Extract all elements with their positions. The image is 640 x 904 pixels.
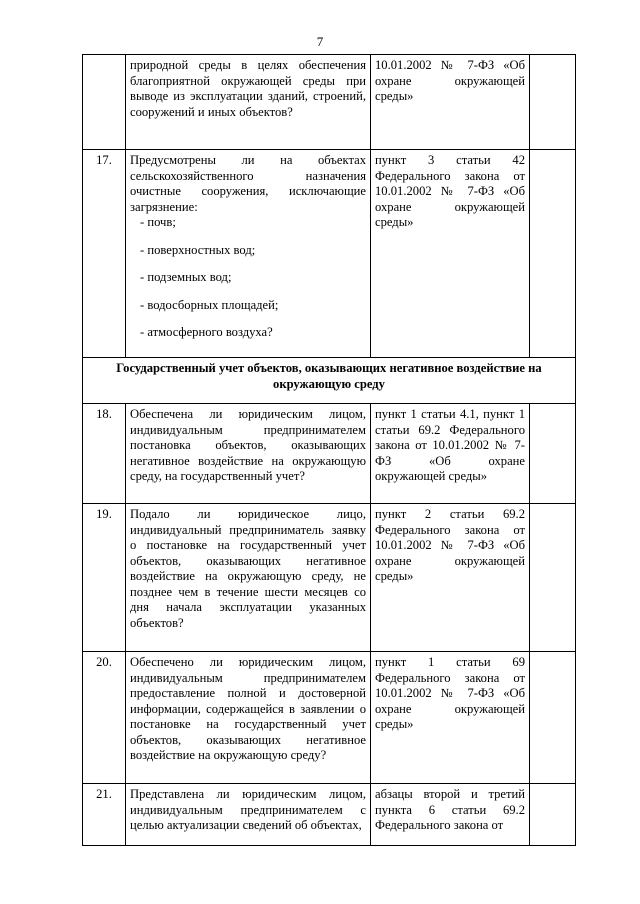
- table-row: [83, 504, 576, 652]
- row-number: [83, 55, 126, 150]
- row-number: 21.: [83, 784, 126, 846]
- answer-cell: [530, 55, 576, 150]
- question-text: Предусмотрены ли на объектах сельскохозяйственного назначения очистные сооружения, исключающие загрязнение:: [130, 153, 366, 214]
- subitem-list: [140, 215, 366, 341]
- question-cell: Подало ли юридическое лицо, индивидуальный предприниматель заявку о постановке на государственный учет объектов, оказывающих негативное воздействие на окружающую среду, не позднее чем в течение шести месяцев со дня начала эксплуатации указанных объектов?: [126, 504, 371, 652]
- row-number: 17.: [83, 150, 126, 358]
- table-row: [83, 55, 576, 150]
- list-item: - подземных вод;: [140, 270, 232, 284]
- answer-cell: [530, 652, 576, 784]
- legal-reference-cell: пункт 3 статьи 42 Федерального закона от 10.01.2002 № 7-ФЗ «Об охране окружающей среды»: [371, 150, 530, 358]
- answer-cell: [530, 150, 576, 358]
- question-cell: [126, 150, 371, 358]
- legal-reference-cell: пункт 2 статьи 69.2 Федерального закона от 10.01.2002 № 7-ФЗ «Об охране окружающей среды»: [371, 504, 530, 652]
- row-number: 19.: [83, 504, 126, 652]
- answer-cell: [530, 404, 576, 504]
- question-cell: Обеспечено ли юридическим лицом, индивидуальным предпринимателем предоставление полной и достоверной информации, содержащейся в заявлении о постановке на государственный учет объектов, оказывающих негативное воздействие на окружающую среду?: [126, 652, 371, 784]
- row-number: 20.: [83, 652, 126, 784]
- list-item: - почв;: [140, 215, 176, 229]
- section-row: [83, 358, 576, 404]
- question-cell: Обеспечена ли юридическим лицом, индивидуальным предпринимателем постановка объектов, оказывающих негативное воздействие на окружающую среду, на государственный учет?: [126, 404, 371, 504]
- answer-cell: [530, 784, 576, 846]
- list-item: - атмосферного воздуха?: [140, 325, 273, 339]
- answer-cell: [530, 504, 576, 652]
- page-number: 7: [316, 34, 324, 49]
- table-row: [83, 784, 576, 846]
- legal-reference-cell: абзацы второй и третий пункта 6 статьи 69.2 Федерального закона от: [371, 784, 530, 846]
- table-row: [83, 404, 576, 504]
- question-cell: природной среды в целях обеспечения благоприятной окружающей среды при выводе из эксплуатации зданий, строений, сооружений и иных объектов?: [126, 55, 371, 150]
- table-row: [83, 150, 576, 358]
- question-cell: Представлена ли юридическим лицом, индивидуальным предпринимателем с целью актуализации сведений об объектах,: [126, 784, 371, 846]
- checklist-table: [82, 54, 576, 846]
- table-row: [83, 652, 576, 784]
- legal-reference-cell: 10.01.2002 № 7-ФЗ «Об охране окружающей среды»: [371, 55, 530, 150]
- list-item: - водосборных площадей;: [140, 297, 279, 312]
- legal-reference-cell: пункт 1 статьи 69 Федерального закона от 10.01.2002 № 7-ФЗ «Об охране окружающей среды»: [371, 652, 530, 784]
- row-number: 18.: [83, 404, 126, 504]
- section-heading: Государственный учет объектов, оказывающих негативное воздействие на окружающую среду: [83, 358, 576, 404]
- legal-reference-cell: пункт 1 статьи 4.1, пункт 1 статьи 69.2 Федерального закона от 10.01.2002 № 7-ФЗ «Об охране окружающей среды»: [371, 404, 530, 504]
- list-item: - поверхностных вод;: [140, 242, 256, 257]
